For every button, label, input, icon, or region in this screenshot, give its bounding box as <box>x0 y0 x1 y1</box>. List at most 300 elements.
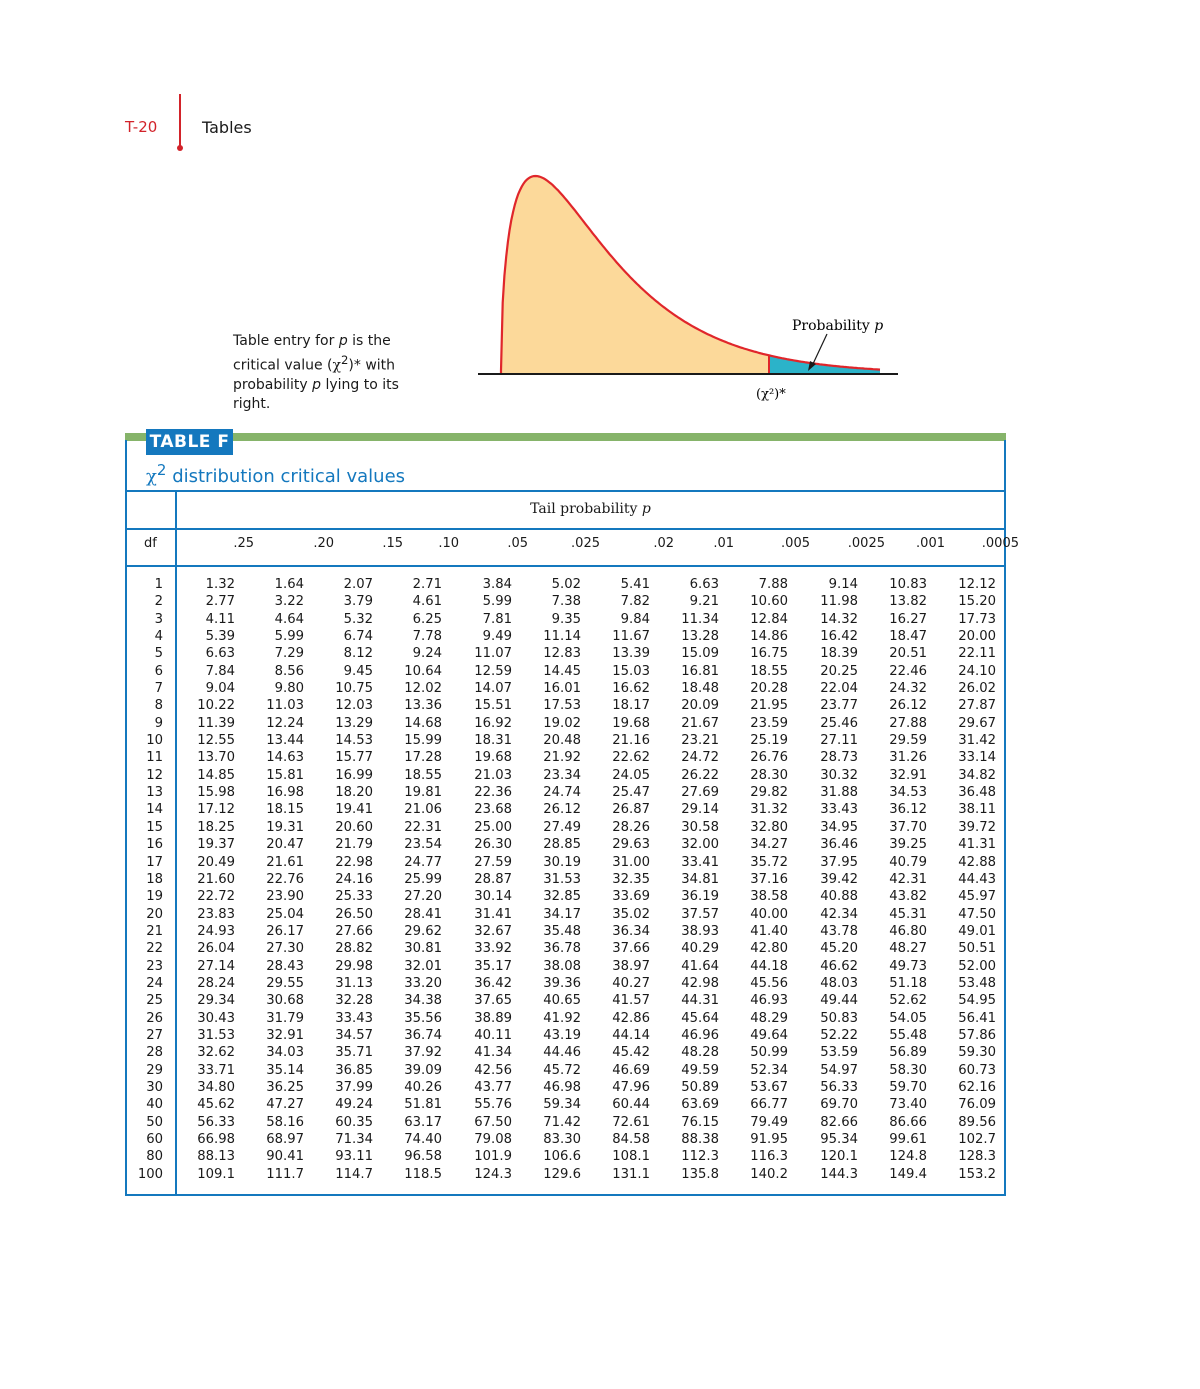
table-cell: 33.92 <box>474 941 512 957</box>
table-cell: 129.6 <box>543 1166 581 1182</box>
table-cell: 18.17 <box>612 698 650 714</box>
table-cell: 12.02 <box>404 681 442 697</box>
table-cell: 26.76 <box>750 750 788 766</box>
table-cell: 18.25 <box>197 819 235 835</box>
df-cell: 24 <box>146 975 163 991</box>
df-cell: 12 <box>146 767 163 783</box>
table-cell: 11.98 <box>820 594 858 610</box>
table-cell: 34.03 <box>266 1045 304 1061</box>
table-cell: 47.50 <box>958 906 996 922</box>
table-cell: 18.31 <box>474 733 512 749</box>
table-cell: 34.95 <box>820 819 858 835</box>
table-row <box>125 767 1006 784</box>
table-cell: 44.31 <box>681 993 719 1009</box>
table-cell: 45.62 <box>197 1097 235 1113</box>
table-cell: 34.80 <box>197 1079 235 1095</box>
table-cell: 27.11 <box>820 733 858 749</box>
table-cell: 71.42 <box>543 1114 581 1130</box>
table-cell: 16.01 <box>543 681 581 697</box>
table-cell: 26.87 <box>612 802 650 818</box>
table-cell: 74.40 <box>404 1132 442 1147</box>
table-cell: 19.41 <box>335 802 373 818</box>
table-cell: 111.7 <box>266 1166 304 1182</box>
table-cell: 39.42 <box>820 871 858 887</box>
table-cell: 38.11 <box>958 802 996 818</box>
table-cell: 45.31 <box>889 906 927 922</box>
table-cell: 31.32 <box>750 802 788 818</box>
tail-symbol: p <box>641 501 651 517</box>
table-cell: 37.99 <box>335 1079 373 1095</box>
df-cell: 13 <box>146 785 163 801</box>
df-cell: 1 <box>154 577 163 592</box>
table-cell: 82.66 <box>820 1114 858 1130</box>
table-cell: 27.66 <box>335 923 373 939</box>
table-cell: 48.28 <box>681 1045 719 1061</box>
subtitle-chi: χ <box>146 466 157 487</box>
table-cell: 48.29 <box>750 1010 788 1026</box>
table-cell: 40.65 <box>543 993 581 1009</box>
header-dot <box>177 145 183 151</box>
table-cell: 118.5 <box>404 1166 442 1182</box>
table-cell: 6.74 <box>343 629 373 645</box>
table-cell: 59.70 <box>889 1079 927 1095</box>
table-cell: 22.72 <box>197 889 235 905</box>
table-cell: 36.12 <box>889 802 927 818</box>
table-cell: 34.17 <box>543 906 581 922</box>
table-cell: 30.81 <box>404 941 442 957</box>
table-cell: 32.28 <box>335 993 373 1009</box>
table-cell: 10.83 <box>889 577 927 592</box>
table-cell: 37.65 <box>474 993 512 1009</box>
table-cell: 39.25 <box>889 837 927 853</box>
table-cell: 17.12 <box>197 802 235 818</box>
note-prefix: Table entry for <box>233 333 339 349</box>
table-cell: 20.25 <box>820 663 858 679</box>
table-cell: 26.12 <box>543 802 581 818</box>
table-cell: 14.53 <box>335 733 373 749</box>
table-cell: 31.53 <box>543 871 581 887</box>
table-cell: 26.22 <box>681 767 719 783</box>
table-cell: 25.99 <box>404 871 442 887</box>
table-cell: 45.42 <box>612 1045 650 1061</box>
table-cell: 63.17 <box>404 1114 442 1130</box>
table-cell: 24.72 <box>681 750 719 766</box>
table-cell: 40.26 <box>404 1079 442 1095</box>
table-cell: 20.09 <box>681 698 719 714</box>
header-rule <box>179 94 181 148</box>
table-cell: 88.13 <box>197 1149 235 1165</box>
table-cell: 7.38 <box>551 594 581 610</box>
table-cell: 11.67 <box>612 629 650 645</box>
table-cell: 38.58 <box>750 889 788 905</box>
df-cell: 14 <box>146 802 163 818</box>
table-cell: 46.80 <box>889 923 927 939</box>
table-cell: 8.12 <box>343 646 373 662</box>
table-row <box>125 1010 1006 1027</box>
table-cell: 38.97 <box>612 958 650 974</box>
table-cell: 60.73 <box>958 1062 996 1078</box>
table-cell: 45.56 <box>750 975 788 991</box>
table-cell: 72.61 <box>612 1114 650 1130</box>
table-cell: 32.80 <box>750 819 788 835</box>
df-cell: 40 <box>146 1097 163 1113</box>
note-sup: 2 <box>340 353 349 367</box>
table-cell: 27.49 <box>543 819 581 835</box>
probability-symbol: p <box>874 318 884 334</box>
table-cell: 15.20 <box>958 594 996 610</box>
table-cell: 60.44 <box>612 1097 650 1113</box>
table-cell: 57.86 <box>958 1027 996 1043</box>
table-cell: 28.73 <box>820 750 858 766</box>
table-cell: 44.43 <box>958 871 996 887</box>
table-cell: 32.62 <box>197 1045 235 1061</box>
df-cell: 23 <box>146 958 163 974</box>
table-cell: 21.06 <box>404 802 442 818</box>
table-cell: 29.59 <box>889 733 927 749</box>
table-cell: 25.46 <box>820 715 858 731</box>
table-cell: 20.48 <box>543 733 581 749</box>
table-cell: 20.51 <box>889 646 927 662</box>
table-cell: 22.46 <box>889 663 927 679</box>
column-header: .20 <box>313 536 334 551</box>
probability-label <box>792 318 883 334</box>
table-cell: 15.99 <box>404 733 442 749</box>
table-cell: 15.51 <box>474 698 512 714</box>
table-cell: 40.79 <box>889 854 927 870</box>
table-cell: 13.82 <box>889 594 927 610</box>
table-cell: 13.29 <box>335 715 373 731</box>
table-cell: 43.82 <box>889 889 927 905</box>
probability-pointer <box>812 334 827 366</box>
table-cell: 31.88 <box>820 785 858 801</box>
column-header: .0025 <box>847 536 885 551</box>
table-cell: 26.50 <box>335 906 373 922</box>
column-header: .25 <box>233 536 254 551</box>
table-cell: 11.03 <box>266 698 304 714</box>
chi-square-curve-figure <box>470 168 910 408</box>
table-cell: 20.28 <box>750 681 788 697</box>
table-cell: 36.48 <box>958 785 996 801</box>
table-cell: 51.81 <box>404 1097 442 1113</box>
table-cell: 34.38 <box>404 993 442 1009</box>
table-cell: 124.8 <box>889 1149 927 1165</box>
table-row <box>125 1062 1006 1079</box>
table-cell: 46.69 <box>612 1062 650 1078</box>
df-cell: 18 <box>146 871 163 887</box>
table-cell: 28.41 <box>404 906 442 922</box>
table-cell: 22.76 <box>266 871 304 887</box>
table-cell: 27.20 <box>404 889 442 905</box>
table-cell: 1.64 <box>274 577 304 592</box>
table-cell: 6.63 <box>689 577 719 592</box>
table-cell: 23.83 <box>197 906 235 922</box>
table-cell: 3.22 <box>274 594 304 610</box>
table-cell: 11.07 <box>474 646 512 662</box>
table-cell: 37.70 <box>889 819 927 835</box>
table-cell: 144.3 <box>820 1166 858 1182</box>
df-cell: 50 <box>146 1114 163 1130</box>
df-cell: 26 <box>146 1010 163 1026</box>
table-cell: 76.15 <box>681 1114 719 1130</box>
table-cell: 7.84 <box>205 663 235 679</box>
table-cell: 13.44 <box>266 733 304 749</box>
df-cell: 6 <box>154 663 163 679</box>
table-cell: 15.81 <box>266 767 304 783</box>
table-cell: 10.60 <box>750 594 788 610</box>
table-cell: 35.17 <box>474 958 512 974</box>
table-cell: 4.61 <box>412 594 442 610</box>
table-cell: 30.68 <box>266 993 304 1009</box>
table-cell: 96.58 <box>404 1149 442 1165</box>
table-cell: 16.81 <box>681 663 719 679</box>
table-cell: 11.39 <box>197 715 235 731</box>
table-cell: 63.69 <box>681 1097 719 1113</box>
table-cell: 52.22 <box>820 1027 858 1043</box>
table-cell: 49.44 <box>820 993 858 1009</box>
table-cell: 26.17 <box>266 923 304 939</box>
table-cell: 13.70 <box>197 750 235 766</box>
table-cell: 7.81 <box>482 611 512 627</box>
tail-label: Tail probability <box>530 501 638 517</box>
table-cell: 67.50 <box>474 1114 512 1130</box>
table-cell: 50.51 <box>958 941 996 957</box>
table-cell: 30.19 <box>543 854 581 870</box>
table-row <box>125 784 1006 801</box>
table-cell: 68.97 <box>266 1132 304 1147</box>
table-cell: 47.27 <box>266 1097 304 1113</box>
table-cell: 14.63 <box>266 750 304 766</box>
table-cell: 36.25 <box>266 1079 304 1095</box>
table-cell: 9.84 <box>620 611 650 627</box>
table-row <box>125 854 1006 871</box>
table-cell: 32.35 <box>612 871 650 887</box>
table-cell: 39.72 <box>958 819 996 835</box>
table-cell: 33.43 <box>335 1010 373 1026</box>
table-cell: 27.88 <box>889 715 927 731</box>
table-cell: 21.95 <box>750 698 788 714</box>
column-header: .10 <box>438 536 459 551</box>
note-tail: lying to its right. <box>233 376 399 412</box>
table-row <box>125 1027 1006 1044</box>
table-row <box>125 680 1006 697</box>
table-cell: 8.56 <box>274 663 304 679</box>
table-cell: 9.35 <box>551 611 581 627</box>
table-cell: 32.67 <box>474 923 512 939</box>
table-cell: 22.31 <box>404 819 442 835</box>
table-row <box>125 749 1006 766</box>
table-cell: 46.62 <box>820 958 858 974</box>
table-cell: 15.09 <box>681 646 719 662</box>
table-cell: 29.63 <box>612 837 650 853</box>
table-cell: 36.85 <box>335 1062 373 1078</box>
table-cell: 53.67 <box>750 1079 788 1095</box>
table-cell: 35.48 <box>543 923 581 939</box>
table-cell: 9.21 <box>689 594 719 610</box>
table-cell: 59.30 <box>958 1045 996 1061</box>
table-cell: 23.21 <box>681 733 719 749</box>
table-cell: 131.1 <box>612 1166 650 1182</box>
table-cell: 42.98 <box>681 975 719 991</box>
table-cell: 5.32 <box>343 611 373 627</box>
note-chi: χ <box>332 357 341 374</box>
table-cell: 27.30 <box>266 941 304 957</box>
table-cell: 9.80 <box>274 681 304 697</box>
table-row <box>125 819 1006 836</box>
table-cell: 21.60 <box>197 871 235 887</box>
table-cell: 34.57 <box>335 1027 373 1043</box>
table-cell: 45.97 <box>958 889 996 905</box>
table-cell: 44.46 <box>543 1045 581 1061</box>
table-cell: 35.02 <box>612 906 650 922</box>
table-row <box>125 645 1006 662</box>
table-cell: 40.88 <box>820 889 858 905</box>
subtitle-sup: 2 <box>156 461 167 479</box>
note-p: p <box>338 333 348 349</box>
table-cell: 16.27 <box>889 611 927 627</box>
table-cell: 24.74 <box>543 785 581 801</box>
table-cell: 27.69 <box>681 785 719 801</box>
table-cell: 37.92 <box>404 1045 442 1061</box>
column-header: .02 <box>653 536 674 551</box>
table-cell: 112.3 <box>681 1149 719 1165</box>
table-cell: 24.77 <box>404 854 442 870</box>
table-cell: 36.34 <box>612 923 650 939</box>
table-cell: 24.16 <box>335 871 373 887</box>
table-cell: 14.85 <box>197 767 235 783</box>
table-cell: 50.99 <box>750 1045 788 1061</box>
table-cell: 31.42 <box>958 733 996 749</box>
table-cell: 17.53 <box>543 698 581 714</box>
table-cell: 13.28 <box>681 629 719 645</box>
table-cell: 42.34 <box>820 906 858 922</box>
table-cell: 49.64 <box>750 1027 788 1043</box>
table-body <box>125 576 1006 1183</box>
table-cell: 128.3 <box>958 1149 996 1165</box>
df-cell: 25 <box>146 993 163 1009</box>
table-cell: 56.33 <box>820 1079 858 1095</box>
table-row <box>125 697 1006 714</box>
table-row <box>125 871 1006 888</box>
table-row <box>125 1166 1006 1183</box>
table-cell: 21.16 <box>612 733 650 749</box>
table-cell: 19.31 <box>266 819 304 835</box>
table-cell: 120.1 <box>820 1149 858 1165</box>
note-suffix: )* with probability <box>233 357 396 393</box>
table-cell: 109.1 <box>197 1166 235 1182</box>
table-cell: 28.85 <box>543 837 581 853</box>
table-cell: 19.68 <box>612 715 650 731</box>
page-number: T-20 <box>125 118 158 136</box>
table-cell: 24.10 <box>958 663 996 679</box>
table-cell: 43.77 <box>474 1079 512 1095</box>
table-cell: 153.2 <box>958 1166 996 1182</box>
table-cell: 114.7 <box>335 1166 373 1182</box>
table-cell: 22.04 <box>820 681 858 697</box>
table-cell: 86.66 <box>889 1114 927 1130</box>
table-cell: 20.60 <box>335 819 373 835</box>
df-cell: 27 <box>146 1027 163 1043</box>
tail-probability-header <box>177 501 1004 517</box>
table-cell: 25.33 <box>335 889 373 905</box>
table-rule-tail <box>125 528 1006 530</box>
table-cell: 18.47 <box>889 629 927 645</box>
table-cell: 24.93 <box>197 923 235 939</box>
table-cell: 12.83 <box>543 646 581 662</box>
table-cell: 11.14 <box>543 629 581 645</box>
table-cell: 5.39 <box>205 629 235 645</box>
table-cell: 29.34 <box>197 993 235 1009</box>
table-cell: 50.89 <box>681 1079 719 1095</box>
df-cell: 11 <box>146 750 163 766</box>
table-cell: 17.73 <box>958 611 996 627</box>
table-subtitle <box>146 461 405 487</box>
table-rule-header <box>125 565 1006 567</box>
table-row <box>125 958 1006 975</box>
table-tab: TABLE F <box>146 429 233 455</box>
table-cell: 3.79 <box>343 594 373 610</box>
table-cell: 15.03 <box>612 663 650 679</box>
table-cell: 35.14 <box>266 1062 304 1078</box>
df-cell: 80 <box>146 1149 163 1165</box>
table-cell: 50.83 <box>820 1010 858 1026</box>
column-header-row <box>125 536 1019 558</box>
table-row <box>125 940 1006 957</box>
table-cell: 28.30 <box>750 767 788 783</box>
df-cell: 17 <box>146 854 163 870</box>
table-cell: 7.29 <box>274 646 304 662</box>
table-cell: 5.02 <box>551 577 581 592</box>
table-rule-top <box>125 490 1006 492</box>
table-cell: 76.09 <box>958 1097 996 1113</box>
table-row <box>125 975 1006 992</box>
df-cell: 8 <box>154 698 163 714</box>
table-cell: 101.9 <box>474 1149 512 1165</box>
table-cell: 34.27 <box>750 837 788 853</box>
table-cell: 135.8 <box>681 1166 719 1182</box>
table-cell: 12.03 <box>335 698 373 714</box>
table-cell: 5.99 <box>274 629 304 645</box>
table-cell: 58.30 <box>889 1062 927 1078</box>
table-cell: 41.57 <box>612 993 650 1009</box>
table-cell: 9.49 <box>482 629 512 645</box>
table-cell: 54.95 <box>958 993 996 1009</box>
table-cell: 22.36 <box>474 785 512 801</box>
table-cell: 24.05 <box>612 767 650 783</box>
table-cell: 33.41 <box>681 854 719 870</box>
table-cell: 10.22 <box>197 698 235 714</box>
table-cell: 79.08 <box>474 1132 512 1147</box>
table-cell: 42.56 <box>474 1062 512 1078</box>
table-cell: 14.68 <box>404 715 442 731</box>
table-cell: 32.91 <box>266 1027 304 1043</box>
table-cell: 116.3 <box>750 1149 788 1165</box>
table-cell: 41.34 <box>474 1045 512 1061</box>
table-cell: 106.6 <box>543 1149 581 1165</box>
table-cell: 6.25 <box>412 611 442 627</box>
table-cell: 22.98 <box>335 854 373 870</box>
table-cell: 36.19 <box>681 889 719 905</box>
table-cell: 35.71 <box>335 1045 373 1061</box>
table-cell: 56.41 <box>958 1010 996 1026</box>
table-cell: 25.04 <box>266 906 304 922</box>
table-cell: 41.64 <box>681 958 719 974</box>
table-cell: 26.30 <box>474 837 512 853</box>
table-cell: 21.61 <box>266 854 304 870</box>
table-row <box>125 836 1006 853</box>
table-cell: 30.43 <box>197 1010 235 1026</box>
table-cell: 40.27 <box>612 975 650 991</box>
table-cell: 20.00 <box>958 629 996 645</box>
